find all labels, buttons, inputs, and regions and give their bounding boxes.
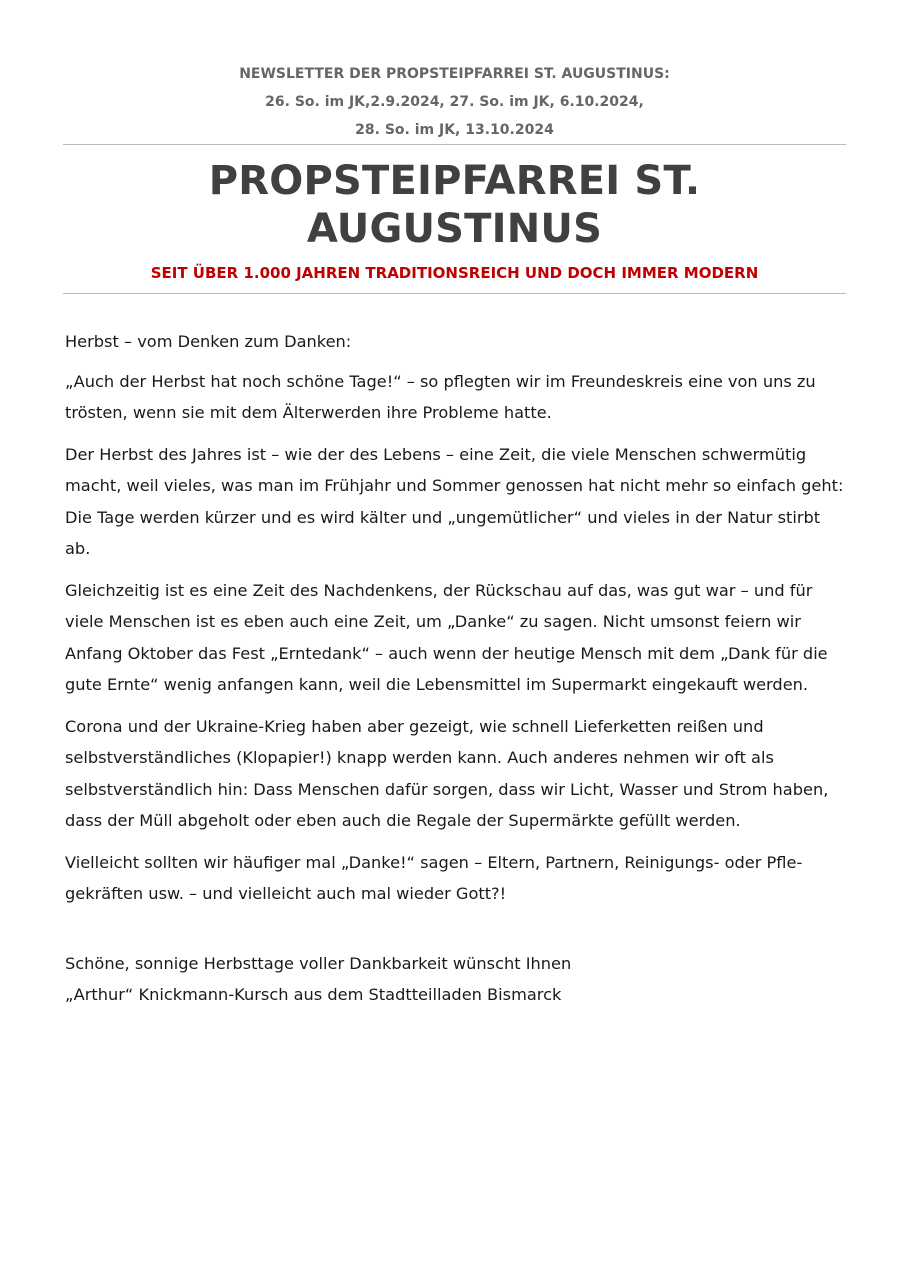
article-paragraph-4: Corona und der Ukraine-Krieg haben aber gezeigt, wie schnell Lieferketten reißen und selbstverständliches (Klopapier!) knapp werden kann. Auch anderes nehmen wir oft als selbstverständlich hin: Dass Menschen dafür sorgen, dass wir Licht, Wasser und Strom haben, dass der Müll abgeholt oder eben auch die Regale der Supermärkte gefüllt werden.	[65, 716, 829, 830]
article-heading: Herbst – vom Denken zum Danken:	[65, 332, 352, 351]
closing-block	[63, 948, 846, 1011]
newsletter-line-2: 26. So. im JK,2.9.2024, 27. So. im JK, 6.10.2024,	[265, 94, 644, 110]
article-body	[63, 326, 846, 910]
article-paragraph-1: „Auch der Herbst hat noch schöne Tage!“ – so pflegten wir im Freundeskreis eine von uns zu trösten, wenn sie mit dem Älterwerden ihre Probleme hatte.	[65, 371, 816, 422]
newsletter-line-3: 28. So. im JK, 13.10.2024	[355, 122, 554, 138]
header-divider-top	[63, 144, 846, 145]
newsletter-header	[63, 0, 846, 144]
closing-greeting: Schöne, sonnige Herbsttage voller Dankbarkeit wünscht Ihnen	[65, 953, 572, 973]
article-paragraph-2: Der Herbst des Jahres ist – wie der des Lebens – eine Zeit, die viele Menschen schwermütig macht, weil vieles, was man im Frühjahr und Sommer genossen hat nicht mehr so einfach geht: Die Tage werden kürzer und es wird kälter und „ungemütlicher“ und vieles in der Natur stirbt ab.	[65, 444, 844, 558]
article-paragraph-5: Vielleicht sollten wir häufiger mal „Danke!“ sagen – Eltern, Partnern, Reinigungs- oder Pflegekräften usw. – und vielleicht auch mal wieder Gott?!	[65, 852, 803, 903]
header-divider-bottom	[63, 293, 846, 294]
page-title: PROPSTEIPFARREI ST. AUGUSTINUS	[208, 158, 701, 252]
closing-signature: „Arthur“ Knickmann-Kursch aus dem Stadtteilladen Bismarck	[65, 985, 562, 1004]
newsletter-line-1: NEWSLETTER DER PROPSTEIPFARREI ST. AUGUSTINUS:	[239, 66, 670, 82]
article-paragraph-3: Gleichzeitig ist es eine Zeit des Nachdenkens, der Rückschau auf das, was gut war – und für viele Menschen ist es eben auch eine Zeit, um „Danke“ zu sagen. Nicht umsonst feiern wir Anfang Oktober das Fest „Erntedank“ – auch wenn der heutige Mensch mit dem „Dank für die gute Ernte“ wenig anfangen kann, weil die Lebensmittel im Supermarkt eingekauft werden.	[65, 580, 828, 694]
page-subtitle: SEIT ÜBER 1.000 JAHREN TRADITIONSREICH UND DOCH IMMER MODERN	[150, 264, 759, 282]
